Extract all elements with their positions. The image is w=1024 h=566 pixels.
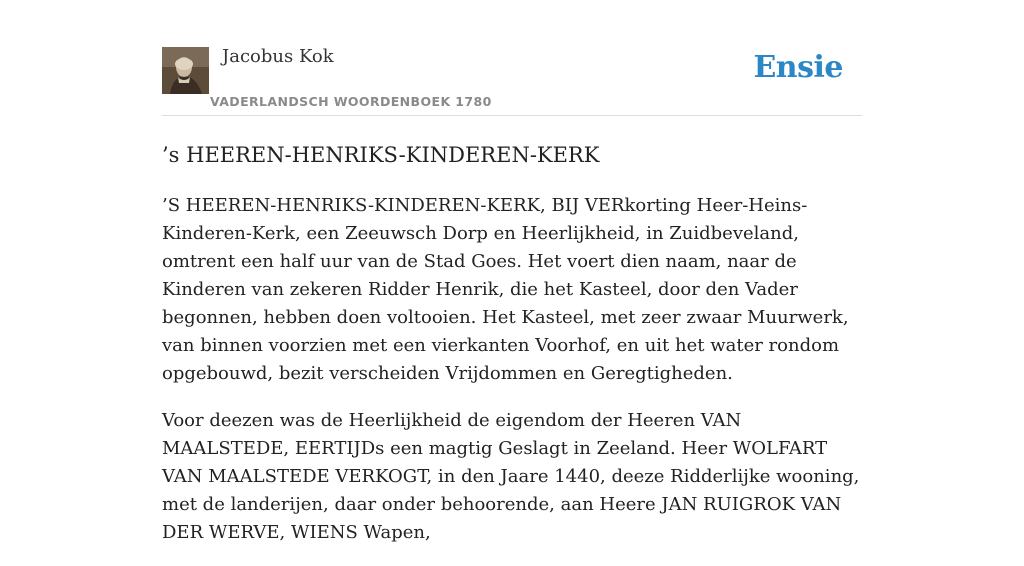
article-title: ’s HEEREN-HENRIKS-KINDEREN-KERK <box>162 143 600 167</box>
paragraph: ’S HEEREN-HENRIKS-KINDEREN-KERK, BIJ VERkorting Heer-Heins-Kinderen-Kerk, een Zeeuwsch Dorp en Heerlijkheid, in Zuidbeveland, omtrent een half uur van de Stad Goes. Het voert dien naam, naar de Kinderen van zekeren Ridder Henrik, die het Kasteel, door den Vader begonnen, hebben doen voltooien. Het Kasteel, met zeer zwaar Muurwerk, van binnen voorzien met een vierkanten Voorhof, en uit het water rondom opgebouwd, bezit verscheiden Vrijdommen en Geregtigheden. <box>162 195 849 384</box>
author-name[interactable]: Jacobus Kok <box>222 46 334 67</box>
paragraph: Voor deezen was de Heerlijkheid de eigendom der Heeren VAN MAALSTEDE, EERTIJDs een magtig Geslagt in Zeeland. Heer WOLFART VAN MAALSTEDE VERKOGT, in den Jaare 1440, deeze Ridderlijke wooning, met de landerijen, daar onder behoorende, aan Heere JAN RUIGROK VAN DER WERVE, WIENS Wapen, <box>162 410 860 543</box>
portrait-icon <box>162 47 209 94</box>
header <box>162 44 862 116</box>
article-body <box>162 192 862 566</box>
ensie-logo[interactable]: Ensie <box>753 50 843 85</box>
author-avatar[interactable] <box>162 47 209 94</box>
source-label[interactable]: VADERLANDSCH WOORDENBOEK 1780 <box>210 94 492 109</box>
